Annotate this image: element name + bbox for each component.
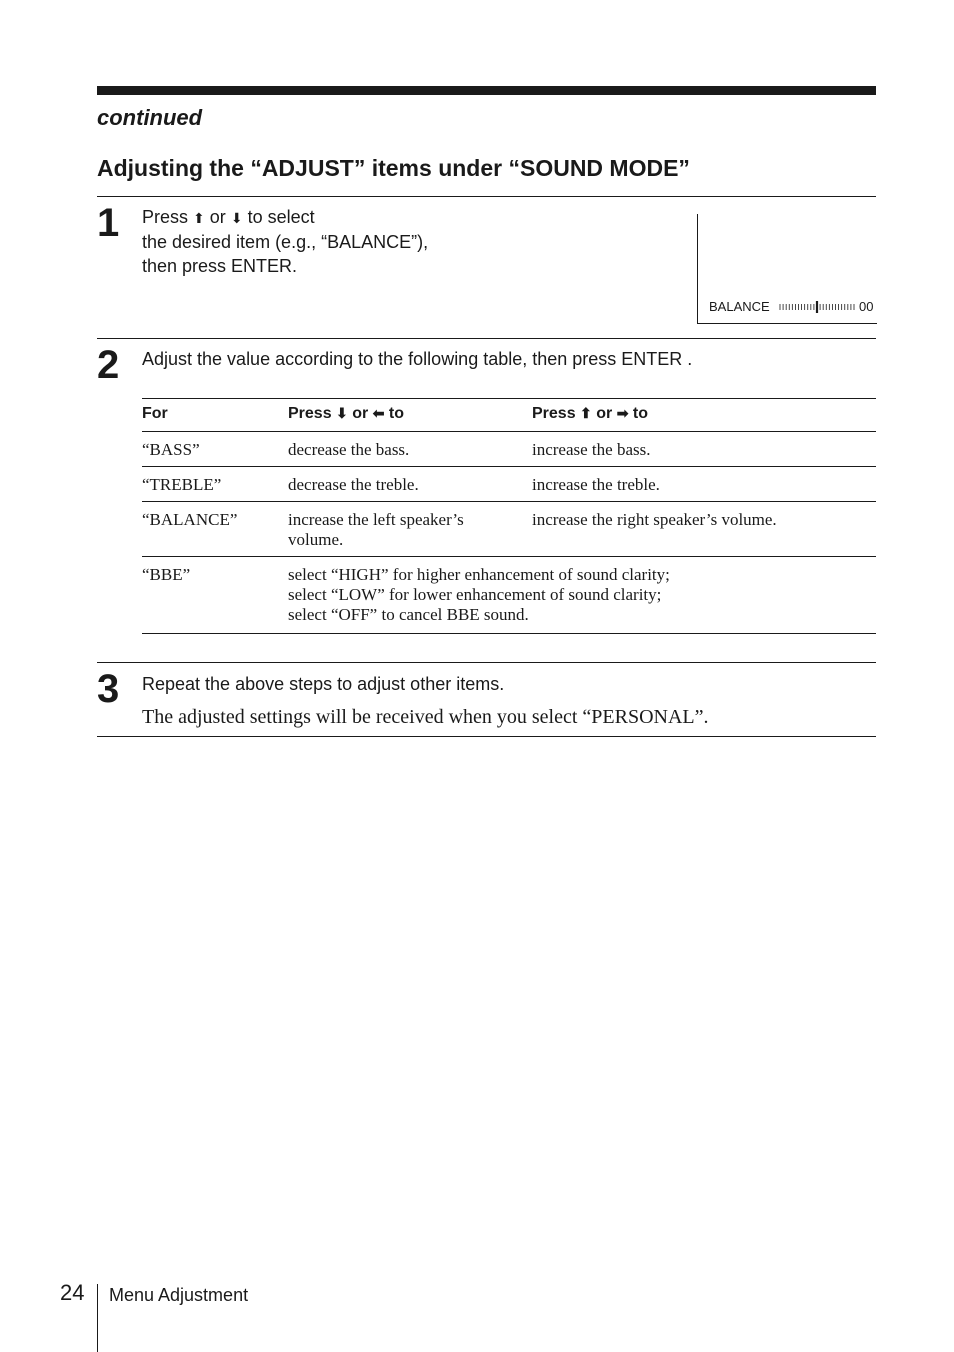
step-divider — [97, 662, 876, 663]
right-arrow-icon: ➡ — [616, 405, 629, 421]
up-arrow-icon: ⬆ — [193, 210, 205, 226]
row-item: “BASS” — [142, 432, 288, 467]
row-item: “BBE” — [142, 557, 288, 634]
step-1-number: 1 — [97, 201, 120, 245]
row-plus: increase the treble. — [532, 467, 876, 502]
section-title: Adjusting the “ADJUST” items under “SOUND MODE” — [97, 155, 690, 181]
page-number: 24 — [60, 1280, 85, 1305]
step-3-text: Repeat the above steps to adjust other items. — [142, 674, 505, 694]
left-arrow-icon: ⬅ — [372, 405, 385, 421]
down-arrow-icon: ⬇ — [336, 405, 348, 421]
step-3-number: 3 — [97, 667, 120, 711]
step-1-text — [142, 205, 428, 278]
header-for: For — [142, 399, 288, 432]
down-arrow-icon: ⬇ — [230, 210, 243, 226]
row-minus: decrease the bass. — [288, 432, 532, 467]
table-header-row — [142, 399, 876, 432]
table-row — [142, 432, 876, 467]
row-bbe-description: select “HIGH” for higher enhancement of sound clarity; select “LOW” for lower enhancement of sound clarity; select “OFF” to cancel BBE sound. — [288, 557, 876, 634]
row-item: “BALANCE” — [142, 502, 288, 557]
section-divider — [97, 196, 876, 197]
header-plus: Press ⬆ or ➡ to — [532, 399, 876, 432]
footer-section: Menu Adjustment — [109, 1285, 249, 1305]
row-minus: decrease the treble. — [288, 467, 532, 502]
step-1-line-2: the desired item (e.g., “BALANCE”), — [142, 232, 429, 252]
row-item: “TREBLE” — [142, 467, 288, 502]
step-3-note: The adjusted settings will be received when you select “PERSONAL”. — [142, 706, 709, 728]
footer-rule — [97, 1284, 98, 1352]
step-1-line-1: Press ⬆ or ⬇ to select — [142, 207, 315, 227]
balance-scale — [779, 301, 855, 313]
row-plus: increase the bass. — [532, 432, 876, 467]
bottom-divider — [97, 736, 876, 737]
osd-balance-value: 00 — [859, 299, 874, 314]
step-divider — [97, 338, 876, 339]
top-rule — [97, 86, 876, 95]
step-2-text: Adjust the value according to the following table, then press ENTER . — [142, 349, 693, 369]
table-row — [142, 557, 876, 634]
step-1-line-3: then press ENTER. — [142, 256, 298, 276]
adjust-table — [142, 398, 876, 634]
row-minus: increase the left speaker’s volume. — [288, 502, 532, 557]
table-row — [142, 502, 876, 557]
step-2-number: 2 — [97, 343, 120, 387]
table-row — [142, 467, 876, 502]
row-plus: increase the right speaker’s volume. — [532, 502, 876, 557]
up-arrow-icon: ⬆ — [580, 405, 592, 421]
osd-balance-label: BALANCE — [709, 299, 770, 314]
header-minus: Press ⬇ or ⬅ to — [288, 399, 532, 432]
continued-label: continued — [97, 105, 203, 130]
